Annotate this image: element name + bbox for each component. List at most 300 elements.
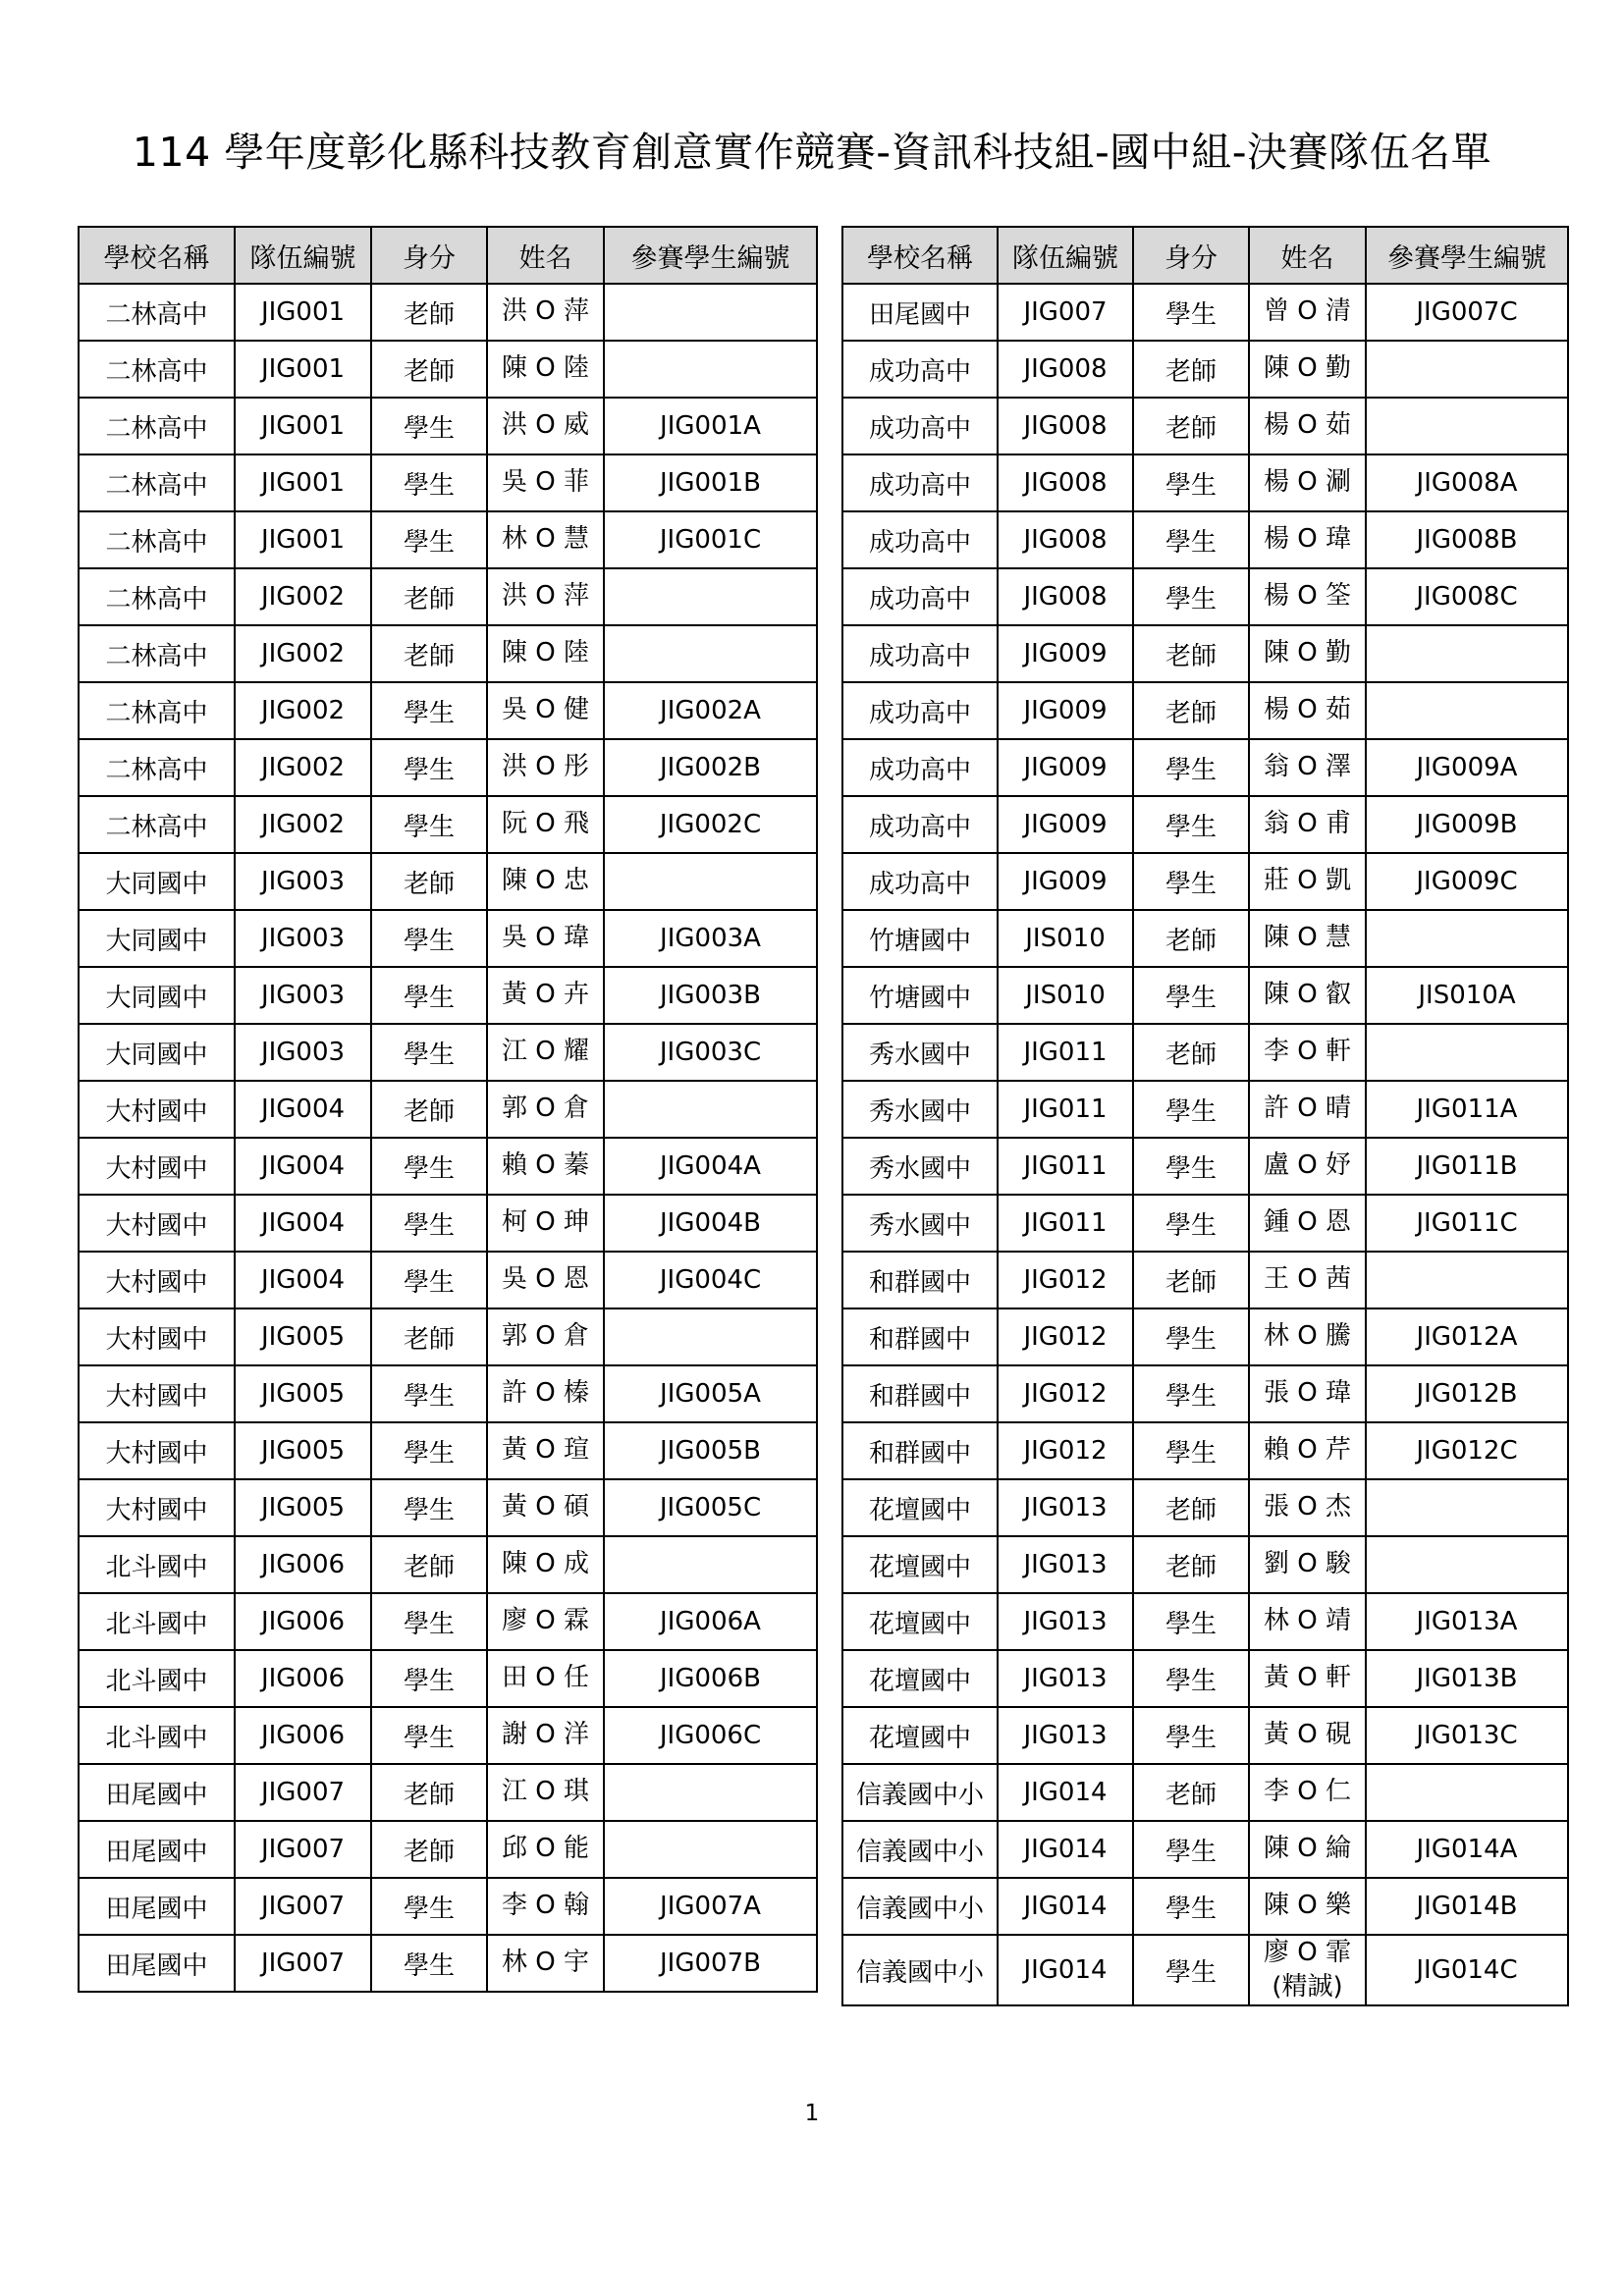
table-row bbox=[79, 796, 817, 853]
cell-name: 洪 O 威 bbox=[487, 398, 604, 454]
cell-role: 老師 bbox=[1133, 398, 1249, 454]
cell-team-id: JIG004 bbox=[235, 1252, 371, 1308]
cell-role: 學生 bbox=[1133, 1138, 1249, 1195]
cell-role: 學生 bbox=[1133, 1308, 1249, 1365]
cell-name: 許 O 榛 bbox=[487, 1365, 604, 1422]
cell-role: 學生 bbox=[371, 1024, 487, 1081]
table-row bbox=[79, 739, 817, 796]
cell-name: 吳 O 菲 bbox=[487, 454, 604, 511]
cell-role: 老師 bbox=[371, 853, 487, 910]
table-row bbox=[842, 341, 1568, 398]
cell-team-id: JIG002 bbox=[235, 739, 371, 796]
cell-student-id: JIG001B bbox=[604, 454, 817, 511]
cell-role: 老師 bbox=[371, 284, 487, 341]
cell-team-id: JIG005 bbox=[235, 1365, 371, 1422]
cell-name: 楊 O 瑋 bbox=[1249, 511, 1366, 568]
cell-school: 田尾國中 bbox=[79, 1821, 235, 1878]
cell-school: 北斗國中 bbox=[79, 1707, 235, 1764]
cell-student-id: JIG014A bbox=[1366, 1821, 1568, 1878]
table-row bbox=[842, 1878, 1568, 1935]
header-role: 身分 bbox=[1133, 227, 1249, 284]
cell-student-id: JIG007C bbox=[1366, 284, 1568, 341]
cell-student-id: JIG007B bbox=[604, 1935, 817, 1992]
cell-team-id: JIG012 bbox=[998, 1308, 1133, 1365]
cell-name: 郭 O 倉 bbox=[487, 1308, 604, 1365]
cell-team-id: JIG001 bbox=[235, 284, 371, 341]
cell-school: 成功高中 bbox=[842, 853, 998, 910]
cell-name: 田 O 任 bbox=[487, 1650, 604, 1707]
cell-name: 曾 O 清 bbox=[1249, 284, 1366, 341]
cell-team-id: JIG002 bbox=[235, 625, 371, 682]
cell-role: 老師 bbox=[1133, 1024, 1249, 1081]
cell-school: 花壇國中 bbox=[842, 1536, 998, 1593]
cell-student-id bbox=[604, 625, 817, 682]
cell-student-id bbox=[1366, 625, 1568, 682]
table-row bbox=[79, 1878, 817, 1935]
cell-student-id: JIS010A bbox=[1366, 967, 1568, 1024]
cell-team-id: JIG007 bbox=[235, 1821, 371, 1878]
cell-student-id: JIG002B bbox=[604, 739, 817, 796]
cell-name: 廖 O 霖 bbox=[487, 1593, 604, 1650]
cell-name: 張 O 杰 bbox=[1249, 1479, 1366, 1536]
cell-school: 大村國中 bbox=[79, 1422, 235, 1479]
cell-role: 學生 bbox=[1133, 1195, 1249, 1252]
cell-team-id: JIG012 bbox=[998, 1365, 1133, 1422]
cell-team-id: JIG014 bbox=[998, 1821, 1133, 1878]
cell-school: 大同國中 bbox=[79, 853, 235, 910]
cell-team-id: JIG009 bbox=[998, 682, 1133, 739]
table-row bbox=[79, 1821, 817, 1878]
cell-role: 學生 bbox=[371, 796, 487, 853]
cell-name: 陳 O 叡 bbox=[1249, 967, 1366, 1024]
cell-name: 李 O 軒 bbox=[1249, 1024, 1366, 1081]
cell-team-id: JIG011 bbox=[998, 1195, 1133, 1252]
table-row bbox=[842, 1536, 1568, 1593]
cell-school: 二林高中 bbox=[79, 341, 235, 398]
cell-student-id: JIG002A bbox=[604, 682, 817, 739]
cell-school: 北斗國中 bbox=[79, 1650, 235, 1707]
cell-name: 陳 O 勤 bbox=[1249, 625, 1366, 682]
cell-role: 學生 bbox=[1133, 1707, 1249, 1764]
cell-name: 林 O 慧 bbox=[487, 511, 604, 568]
cell-role: 學生 bbox=[1133, 568, 1249, 625]
cell-student-id bbox=[604, 1821, 817, 1878]
cell-name: 李 O 翰 bbox=[487, 1878, 604, 1935]
cell-student-id: JIG004B bbox=[604, 1195, 817, 1252]
table-row bbox=[842, 1081, 1568, 1138]
table-row bbox=[79, 910, 817, 967]
cell-school: 大村國中 bbox=[79, 1195, 235, 1252]
page-number: 1 bbox=[804, 2101, 820, 2126]
cell-team-id: JIG009 bbox=[998, 625, 1133, 682]
cell-student-id: JIG012C bbox=[1366, 1422, 1568, 1479]
cell-role: 老師 bbox=[371, 625, 487, 682]
cell-school: 大村國中 bbox=[79, 1479, 235, 1536]
cell-student-id: JIG013C bbox=[1366, 1707, 1568, 1764]
cell-team-id: JIG013 bbox=[998, 1479, 1133, 1536]
cell-student-id: JIG009C bbox=[1366, 853, 1568, 910]
cell-name: 謝 O 洋 bbox=[487, 1707, 604, 1764]
cell-school: 成功高中 bbox=[842, 625, 998, 682]
cell-name: 莊 O 凱 bbox=[1249, 853, 1366, 910]
cell-school: 和群國中 bbox=[842, 1252, 998, 1308]
cell-student-id: JIG004A bbox=[604, 1138, 817, 1195]
cell-role: 老師 bbox=[1133, 1252, 1249, 1308]
cell-name: 楊 O 涮 bbox=[1249, 454, 1366, 511]
table-row bbox=[79, 511, 817, 568]
cell-role: 學生 bbox=[1133, 454, 1249, 511]
table-row bbox=[842, 398, 1568, 454]
cell-team-id: JIG008 bbox=[998, 568, 1133, 625]
cell-name: 黃 O 卉 bbox=[487, 967, 604, 1024]
roster-table-right bbox=[841, 226, 1569, 2006]
cell-team-id: JIG013 bbox=[998, 1593, 1133, 1650]
cell-team-id: JIG006 bbox=[235, 1536, 371, 1593]
cell-role: 老師 bbox=[1133, 910, 1249, 967]
cell-name: 黃 O 軒 bbox=[1249, 1650, 1366, 1707]
cell-team-id: JIG014 bbox=[998, 1878, 1133, 1935]
cell-school: 成功高中 bbox=[842, 398, 998, 454]
cell-student-id bbox=[1366, 1024, 1568, 1081]
cell-role: 學生 bbox=[371, 739, 487, 796]
cell-team-id: JIS010 bbox=[998, 967, 1133, 1024]
cell-name: 盧 O 妤 bbox=[1249, 1138, 1366, 1195]
cell-name: 王 O 茜 bbox=[1249, 1252, 1366, 1308]
table-row bbox=[79, 1707, 817, 1764]
cell-name: 陳 O 忠 bbox=[487, 853, 604, 910]
table-row bbox=[842, 1422, 1568, 1479]
cell-name: 陳 O 慧 bbox=[1249, 910, 1366, 967]
cell-school: 和群國中 bbox=[842, 1308, 998, 1365]
cell-name: 黃 O 硯 bbox=[1249, 1707, 1366, 1764]
table-row bbox=[79, 1195, 817, 1252]
cell-team-id: JIG007 bbox=[235, 1935, 371, 1992]
cell-school: 信義國中小 bbox=[842, 1935, 998, 2005]
cell-school: 田尾國中 bbox=[79, 1878, 235, 1935]
cell-name: 楊 O 茹 bbox=[1249, 682, 1366, 739]
cell-role: 學生 bbox=[371, 398, 487, 454]
cell-name: 張 O 瑋 bbox=[1249, 1365, 1366, 1422]
cell-student-id: JIG014C bbox=[1366, 1935, 1568, 2005]
cell-role: 學生 bbox=[371, 1195, 487, 1252]
table-row bbox=[842, 1707, 1568, 1764]
cell-school: 秀水國中 bbox=[842, 1081, 998, 1138]
cell-name: 廖 O 霏 (精誠) bbox=[1249, 1935, 1366, 2005]
cell-student-id: JIG011C bbox=[1366, 1195, 1568, 1252]
cell-school: 成功高中 bbox=[842, 568, 998, 625]
cell-role: 學生 bbox=[1133, 1935, 1249, 2005]
cell-school: 二林高中 bbox=[79, 454, 235, 511]
cell-team-id: JIG006 bbox=[235, 1650, 371, 1707]
cell-school: 成功高中 bbox=[842, 454, 998, 511]
cell-role: 學生 bbox=[1133, 1878, 1249, 1935]
cell-name: 林 O 宇 bbox=[487, 1935, 604, 1992]
table-row bbox=[79, 1081, 817, 1138]
table-row bbox=[79, 1593, 817, 1650]
cell-role: 學生 bbox=[1133, 739, 1249, 796]
cell-name: 翁 O 甫 bbox=[1249, 796, 1366, 853]
cell-role: 老師 bbox=[1133, 1536, 1249, 1593]
cell-name: 陳 O 陸 bbox=[487, 625, 604, 682]
cell-name: 陳 O 綸 bbox=[1249, 1821, 1366, 1878]
cell-school: 秀水國中 bbox=[842, 1024, 998, 1081]
cell-role: 老師 bbox=[371, 341, 487, 398]
table-row bbox=[842, 1195, 1568, 1252]
cell-role: 學生 bbox=[371, 1935, 487, 1992]
cell-role: 老師 bbox=[1133, 1479, 1249, 1536]
cell-team-id: JIG008 bbox=[998, 454, 1133, 511]
cell-role: 學生 bbox=[371, 910, 487, 967]
table-row bbox=[79, 1308, 817, 1365]
cell-student-id bbox=[1366, 1536, 1568, 1593]
cell-student-id bbox=[604, 1081, 817, 1138]
cell-role: 學生 bbox=[371, 1593, 487, 1650]
cell-name: 翁 O 澤 bbox=[1249, 739, 1366, 796]
cell-school: 信義國中小 bbox=[842, 1764, 998, 1821]
cell-team-id: JIG008 bbox=[998, 341, 1133, 398]
cell-role: 學生 bbox=[371, 1252, 487, 1308]
table-row bbox=[842, 1024, 1568, 1081]
cell-role: 學生 bbox=[1133, 1650, 1249, 1707]
cell-team-id: JIG005 bbox=[235, 1308, 371, 1365]
table-row bbox=[79, 625, 817, 682]
cell-role: 老師 bbox=[371, 1081, 487, 1138]
cell-role: 學生 bbox=[371, 1138, 487, 1195]
cell-school: 成功高中 bbox=[842, 341, 998, 398]
cell-name: 陳 O 成 bbox=[487, 1536, 604, 1593]
cell-student-id: JIG002C bbox=[604, 796, 817, 853]
cell-role: 學生 bbox=[371, 1365, 487, 1422]
cell-role: 學生 bbox=[371, 1422, 487, 1479]
cell-team-id: JIG011 bbox=[998, 1081, 1133, 1138]
table-row bbox=[842, 1365, 1568, 1422]
cell-school: 信義國中小 bbox=[842, 1878, 998, 1935]
table-row bbox=[842, 739, 1568, 796]
cell-school: 花壇國中 bbox=[842, 1479, 998, 1536]
cell-role: 學生 bbox=[1133, 796, 1249, 853]
cell-name: 陳 O 勤 bbox=[1249, 341, 1366, 398]
cell-role: 老師 bbox=[371, 1764, 487, 1821]
cell-student-id bbox=[1366, 682, 1568, 739]
table-row bbox=[842, 1821, 1568, 1878]
cell-name: 楊 O 筌 bbox=[1249, 568, 1366, 625]
header-team-id: 隊伍編號 bbox=[998, 227, 1133, 284]
cell-student-id bbox=[1366, 1252, 1568, 1308]
table-row bbox=[79, 1479, 817, 1536]
cell-name: 賴 O 蓁 bbox=[487, 1138, 604, 1195]
cell-team-id: JIG009 bbox=[998, 853, 1133, 910]
cell-school: 秀水國中 bbox=[842, 1195, 998, 1252]
cell-name: 許 O 晴 bbox=[1249, 1081, 1366, 1138]
table-row bbox=[842, 1650, 1568, 1707]
cell-student-id: JIG008A bbox=[1366, 454, 1568, 511]
table-row bbox=[842, 511, 1568, 568]
cell-name: 洪 O 彤 bbox=[487, 739, 604, 796]
cell-team-id: JIG004 bbox=[235, 1195, 371, 1252]
cell-role: 學生 bbox=[1133, 1821, 1249, 1878]
cell-team-id: JIG014 bbox=[998, 1935, 1133, 2005]
table-row bbox=[842, 284, 1568, 341]
cell-role: 學生 bbox=[371, 511, 487, 568]
cell-role: 學生 bbox=[371, 1878, 487, 1935]
cell-student-id: JIG004C bbox=[604, 1252, 817, 1308]
cell-school: 北斗國中 bbox=[79, 1593, 235, 1650]
header-role: 身分 bbox=[371, 227, 487, 284]
cell-student-id bbox=[604, 284, 817, 341]
cell-name: 阮 O 飛 bbox=[487, 796, 604, 853]
cell-student-id: JIG003B bbox=[604, 967, 817, 1024]
cell-team-id: JIG009 bbox=[998, 796, 1133, 853]
cell-team-id: JIG007 bbox=[235, 1878, 371, 1935]
cell-role: 學生 bbox=[371, 1479, 487, 1536]
cell-name: 林 O 騰 bbox=[1249, 1308, 1366, 1365]
table-row bbox=[79, 398, 817, 454]
cell-name: 李 O 仁 bbox=[1249, 1764, 1366, 1821]
cell-school: 二林高中 bbox=[79, 682, 235, 739]
cell-student-id: JIG005C bbox=[604, 1479, 817, 1536]
cell-team-id: JIG012 bbox=[998, 1252, 1133, 1308]
table-row bbox=[842, 910, 1568, 967]
cell-school: 大村國中 bbox=[79, 1308, 235, 1365]
cell-role: 學生 bbox=[371, 967, 487, 1024]
header-name: 姓名 bbox=[487, 227, 604, 284]
table-row bbox=[79, 967, 817, 1024]
table-row bbox=[79, 1024, 817, 1081]
cell-school: 大村國中 bbox=[79, 1138, 235, 1195]
table-header-row bbox=[79, 227, 817, 284]
cell-team-id: JIG001 bbox=[235, 341, 371, 398]
cell-name: 郭 O 倉 bbox=[487, 1081, 604, 1138]
table-row bbox=[79, 1422, 817, 1479]
cell-team-id: JIG005 bbox=[235, 1479, 371, 1536]
cell-school: 竹塘國中 bbox=[842, 910, 998, 967]
cell-team-id: JIG009 bbox=[998, 739, 1133, 796]
cell-role: 老師 bbox=[1133, 1764, 1249, 1821]
table-row bbox=[842, 1138, 1568, 1195]
cell-team-id: JIG006 bbox=[235, 1593, 371, 1650]
table-row bbox=[79, 454, 817, 511]
header-school: 學校名稱 bbox=[842, 227, 998, 284]
cell-team-id: JIG002 bbox=[235, 796, 371, 853]
cell-student-id: JIG003A bbox=[604, 910, 817, 967]
header-student-id: 參賽學生編號 bbox=[1366, 227, 1568, 284]
cell-school: 大同國中 bbox=[79, 967, 235, 1024]
cell-team-id: JIG013 bbox=[998, 1650, 1133, 1707]
cell-school: 大村國中 bbox=[79, 1252, 235, 1308]
cell-school: 二林高中 bbox=[79, 625, 235, 682]
cell-student-id bbox=[604, 341, 817, 398]
table-row bbox=[842, 568, 1568, 625]
cell-school: 大村國中 bbox=[79, 1081, 235, 1138]
cell-student-id: JIG006C bbox=[604, 1707, 817, 1764]
cell-student-id: JIG013A bbox=[1366, 1593, 1568, 1650]
table-row bbox=[79, 1365, 817, 1422]
table-row bbox=[842, 1764, 1568, 1821]
cell-name: 劉 O 駿 bbox=[1249, 1536, 1366, 1593]
cell-school: 花壇國中 bbox=[842, 1650, 998, 1707]
cell-role: 學生 bbox=[371, 454, 487, 511]
table-row bbox=[842, 967, 1568, 1024]
cell-student-id bbox=[1366, 398, 1568, 454]
cell-name: 賴 O 芹 bbox=[1249, 1422, 1366, 1479]
page-title: 114 學年度彰化縣科技教育創意實作競賽-資訊科技組-國中組-決賽隊伍名單 bbox=[132, 129, 1492, 176]
cell-name: 邱 O 能 bbox=[487, 1821, 604, 1878]
table-row bbox=[842, 1479, 1568, 1536]
cell-team-id: JIG014 bbox=[998, 1764, 1133, 1821]
cell-school: 花壇國中 bbox=[842, 1707, 998, 1764]
table-row bbox=[842, 1593, 1568, 1650]
cell-name: 吳 O 瑋 bbox=[487, 910, 604, 967]
table-row bbox=[79, 341, 817, 398]
cell-school: 二林高中 bbox=[79, 568, 235, 625]
cell-team-id: JIG012 bbox=[998, 1422, 1133, 1479]
cell-role: 老師 bbox=[371, 568, 487, 625]
cell-student-id: JIG009B bbox=[1366, 796, 1568, 853]
cell-name: 吳 O 健 bbox=[487, 682, 604, 739]
cell-role: 老師 bbox=[371, 1536, 487, 1593]
cell-student-id bbox=[604, 1764, 817, 1821]
cell-role: 學生 bbox=[1133, 511, 1249, 568]
cell-student-id bbox=[604, 568, 817, 625]
cell-school: 田尾國中 bbox=[79, 1764, 235, 1821]
cell-team-id: JIG003 bbox=[235, 910, 371, 967]
table-row bbox=[79, 1252, 817, 1308]
cell-name: 黃 O 碩 bbox=[487, 1479, 604, 1536]
cell-school: 大村國中 bbox=[79, 1365, 235, 1422]
cell-school: 二林高中 bbox=[79, 796, 235, 853]
cell-team-id: JIG001 bbox=[235, 454, 371, 511]
cell-school: 和群國中 bbox=[842, 1365, 998, 1422]
cell-student-id: JIG008C bbox=[1366, 568, 1568, 625]
cell-student-id: JIG011B bbox=[1366, 1138, 1568, 1195]
table-row bbox=[842, 796, 1568, 853]
cell-role: 老師 bbox=[1133, 625, 1249, 682]
header-name: 姓名 bbox=[1249, 227, 1366, 284]
cell-team-id: JIG005 bbox=[235, 1422, 371, 1479]
cell-team-id: JIG003 bbox=[235, 1024, 371, 1081]
cell-school: 秀水國中 bbox=[842, 1138, 998, 1195]
cell-role: 老師 bbox=[1133, 682, 1249, 739]
cell-student-id: JIG014B bbox=[1366, 1878, 1568, 1935]
table-row bbox=[79, 1138, 817, 1195]
cell-name: 陳 O 樂 bbox=[1249, 1878, 1366, 1935]
cell-name: 江 O 耀 bbox=[487, 1024, 604, 1081]
cell-student-id bbox=[1366, 1479, 1568, 1536]
cell-role: 學生 bbox=[1133, 1593, 1249, 1650]
cell-school: 成功高中 bbox=[842, 682, 998, 739]
cell-role: 老師 bbox=[371, 1308, 487, 1365]
cell-school: 信義國中小 bbox=[842, 1821, 998, 1878]
cell-team-id: JIG013 bbox=[998, 1707, 1133, 1764]
table-row bbox=[79, 1764, 817, 1821]
table-row bbox=[842, 625, 1568, 682]
table-row bbox=[842, 682, 1568, 739]
cell-student-id: JIG003C bbox=[604, 1024, 817, 1081]
cell-student-id bbox=[604, 1536, 817, 1593]
table-row bbox=[79, 1935, 817, 1992]
cell-name: 洪 O 萍 bbox=[487, 284, 604, 341]
cell-student-id bbox=[1366, 1764, 1568, 1821]
table-header-row bbox=[842, 227, 1568, 284]
cell-team-id: JIG003 bbox=[235, 853, 371, 910]
table-row bbox=[79, 1536, 817, 1593]
cell-role: 學生 bbox=[1133, 967, 1249, 1024]
cell-team-id: JIG013 bbox=[998, 1536, 1133, 1593]
cell-student-id bbox=[604, 1308, 817, 1365]
cell-team-id: JIG001 bbox=[235, 398, 371, 454]
table-row bbox=[79, 284, 817, 341]
cell-name: 林 O 靖 bbox=[1249, 1593, 1366, 1650]
